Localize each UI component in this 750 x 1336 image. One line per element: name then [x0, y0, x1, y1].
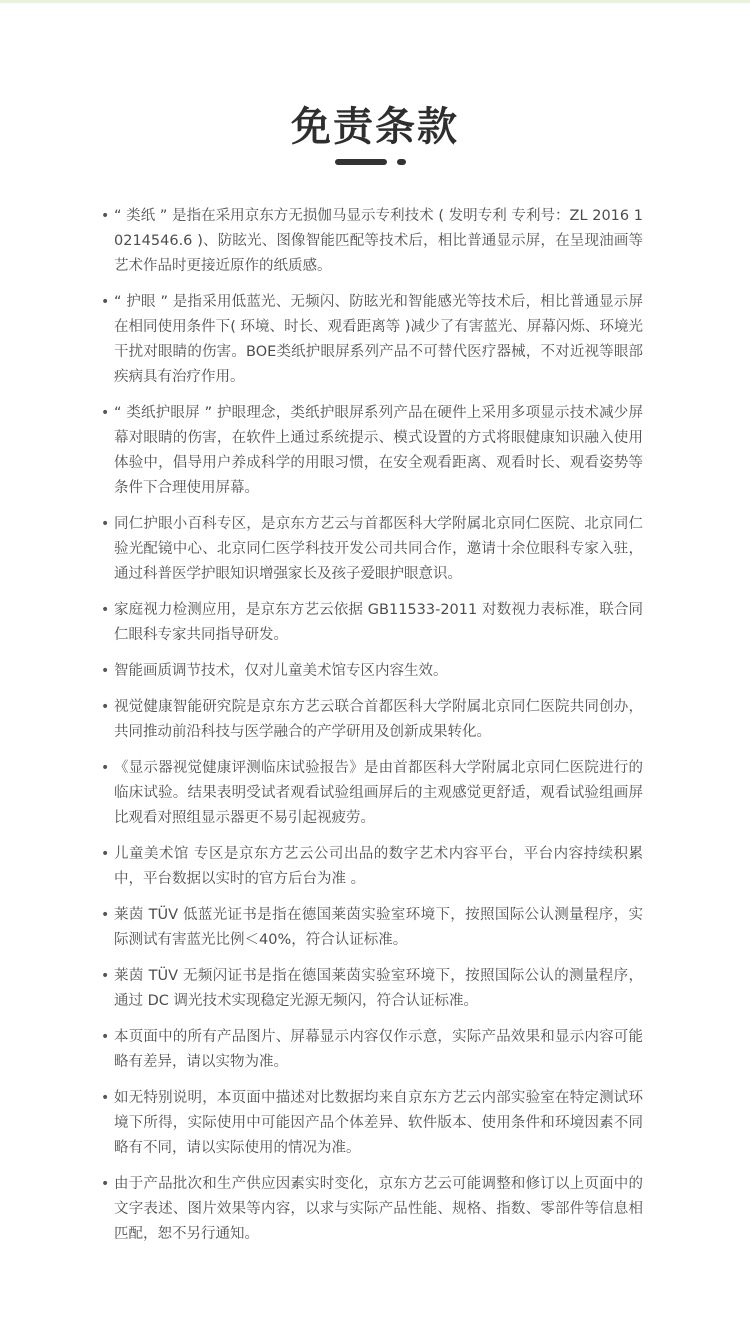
bullet-icon: •	[101, 699, 110, 715]
list-item-text: “ 类纸 ” 是指在采用京东方无损伽马显示专利技术 ( 发明专利 专利号：ZL 2016 1 0214546.6 )、防眩光、图像智能匹配等技术后，相比普通显示屏，在呈现油画等艺术作品时更接近原作的纸质感。	[114, 208, 643, 274]
bullet-icon: •	[101, 208, 110, 224]
list-item	[98, 204, 643, 279]
list-item	[98, 512, 643, 587]
list-item-text: 由于产品批次和生产供应因素实时变化，京东方艺云可能调整和修订以上页面中的文字表述、图片效果等内容，以求与实际产品性能、规格、指数、零部件等信息相匹配，恕不另行通知。	[114, 1176, 643, 1242]
disclaimer-list	[98, 204, 643, 1258]
list-item-text: 莱茵 TÜV 无频闪证书是指在德国莱茵实验室环境下，按照国际公认的测量程序，通过 DC 调光技术实现稳定光源无频闪，符合认证标准。	[114, 968, 643, 1009]
list-item-text: 家庭视力检测应用，是京东方艺云依据 GB11533-2011 对数视力表标准，联合同仁眼科专家共同指导研发。	[114, 602, 643, 643]
bullet-icon: •	[101, 846, 110, 862]
list-item-text: 智能画质调节技术，仅对儿童美术馆专区内容生效。	[114, 663, 448, 679]
list-item-text: 同仁护眼小百科专区，是京东方艺云与首都医科大学附属北京同仁医院、北京同仁验光配镜中心、北京同仁医学科技开发公司共同合作，邀请十余位眼科专家入驻，通过科普医学护眼知识增强家长及孩子爱眼护眼意识。	[114, 516, 643, 582]
bullet-icon: •	[101, 663, 110, 679]
list-item	[98, 1086, 643, 1161]
bullet-icon: •	[101, 907, 110, 923]
list-item	[98, 659, 643, 684]
bullet-icon: •	[101, 1029, 110, 1045]
list-item	[98, 842, 643, 892]
bullet-icon: •	[101, 405, 110, 421]
list-item-text: 莱茵 TÜV 低蓝光证书是指在德国莱茵实验室环境下，按照国际公认测量程序，实际测试有害蓝光比例＜40%，符合认证标准。	[114, 907, 643, 948]
list-item-text: 如无特别说明，本页面中描述对比数据均来自京东方艺云内部实验室在特定测试环境下所得，实际使用中可能因产品个体差异、软件版本、使用条件和环境因素不同略有不同，请以实际使用的情况为准。	[114, 1090, 643, 1156]
bullet-icon: •	[101, 1090, 110, 1106]
list-item-text: “ 护眼 ” 是指采用低蓝光、无频闪、防眩光和智能感光等技术后，相比普通显示屏在相同使用条件下( 环境、时长、观看距离等 )减少了有害蓝光、屏幕闪烁、环境光干扰对眼睛的伤害。BOE类纸护眼屏系列产品不可替代医疗器械，不对近视等眼部疾病具有治疗作用。	[114, 294, 643, 385]
list-item	[98, 903, 643, 953]
list-item-text: 儿童美术馆 专区是京东方艺云公司出品的数字艺术内容平台，平台内容持续积累中，平台数据以实时的官方后台为准 。	[114, 846, 643, 887]
divider-short-dash	[397, 159, 406, 165]
bullet-icon: •	[101, 760, 110, 776]
bullet-icon: •	[101, 602, 110, 618]
top-accent-bar	[0, 0, 750, 3]
list-item	[98, 964, 643, 1014]
list-item	[98, 695, 643, 745]
list-item	[98, 1172, 643, 1247]
list-item-text: 本页面中的所有产品图片、屏幕显示内容仅作示意，实际产品效果和显示内容可能略有差异，请以实物为准。	[114, 1029, 643, 1070]
bullet-icon: •	[101, 1176, 110, 1192]
bullet-icon: •	[101, 516, 110, 532]
bullet-icon: •	[101, 968, 110, 984]
divider-long-dash	[335, 159, 387, 165]
list-item	[98, 756, 643, 831]
list-item-text: 视觉健康智能研究院是京东方艺云联合首都医科大学附属北京同仁医院共同创办，共同推动前沿科技与医学融合的产学研用及创新成果转化。	[114, 699, 643, 740]
list-item	[98, 598, 643, 648]
list-item	[98, 401, 643, 501]
page-title: 免责条款	[291, 103, 459, 150]
list-item-text: 《显示器视觉健康评测临床试验报告》是由首都医科大学附属北京同仁医院进行的临床试验。结果表明受试者观看试验组画屏后的主观感觉更舒适，观看试验组画屏比观看对照组显示器更不易引起视疲劳。	[114, 760, 643, 826]
list-item-text: “ 类纸护眼屏 ” 护眼理念，类纸护眼屏系列产品在硬件上采用多项显示技术减少屏幕对眼睛的伤害，在软件上通过系统提示、模式设置的方式将眼健康知识融入使用体验中，倡导用户养成科学的用眼习惯，在安全观看距离、观看时长、观看姿势等条件下合理使用屏幕。	[114, 405, 643, 496]
list-item	[98, 290, 643, 390]
list-item	[98, 1025, 643, 1075]
bullet-icon: •	[101, 294, 110, 310]
